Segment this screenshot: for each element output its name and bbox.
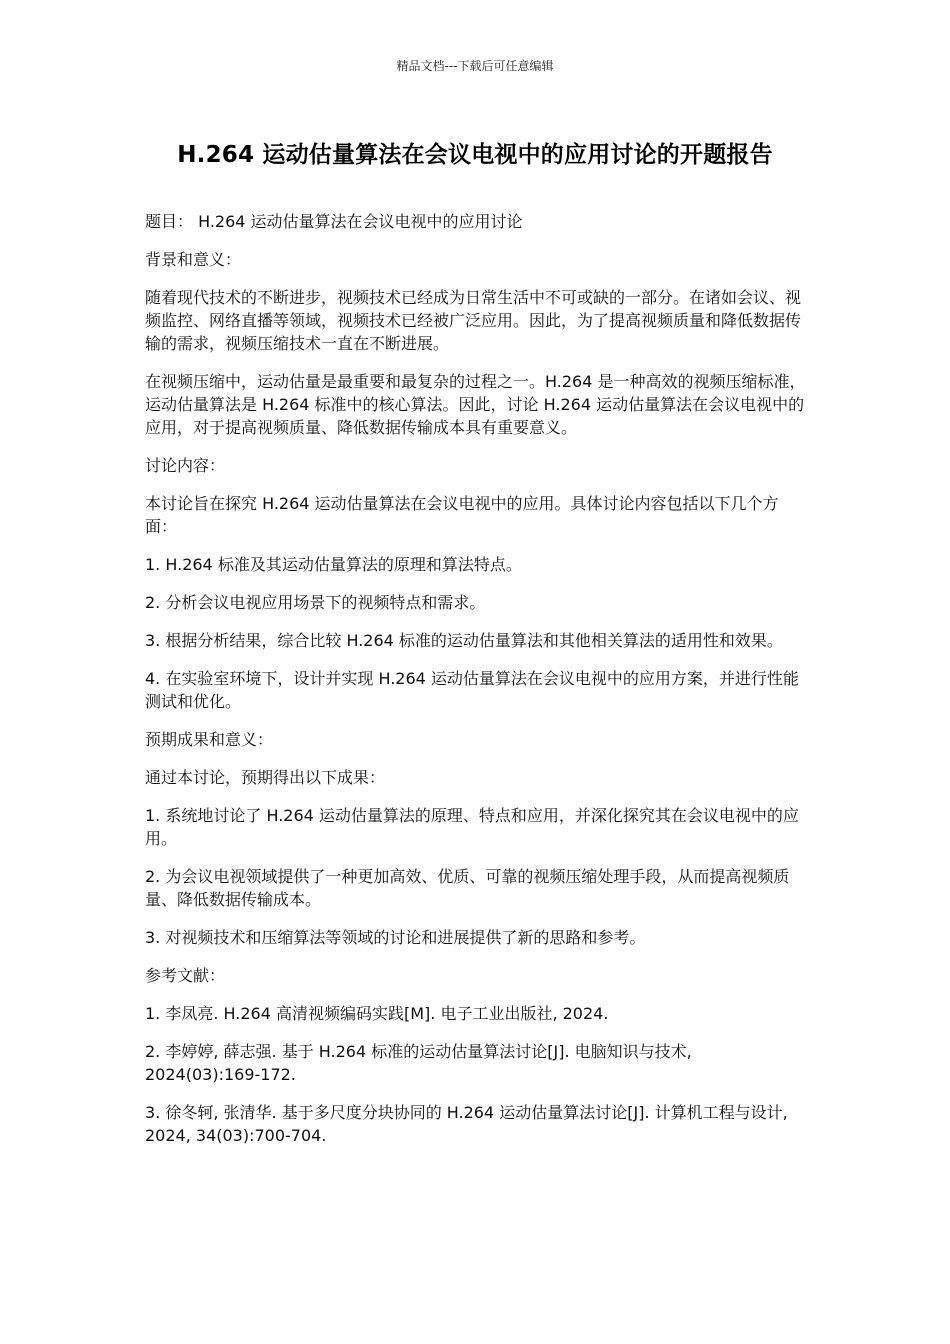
section-heading-content: 讨论内容： [145, 456, 226, 475]
outcome-item-1: 1. 系统地讨论了 H.264 运动估量算法的原理、特点和应用，并深化探究其在会议电视中的应用。 [145, 806, 799, 848]
reference-item-1: 1. 李凤亮. H.264 高清视频编码实践[M]. 电子工业出版社, 2024. [145, 1004, 609, 1023]
content-intro: 本讨论旨在探究 H.264 运动估量算法在会议电视中的应用。具体讨论内容包括以下几个方面： [145, 494, 779, 536]
background-paragraph-2: 在视频压缩中，运动估量是最重要和最复杂的过程之一。H.264 是一种高效的视频压缩标准，运动估量算法是 H.264 标准中的核心算法。因此，讨论 H.264 运动估量算法在会议电视中的应用，对于提高视频质量、降低数据传输成本具有重要意义。 [145, 372, 806, 437]
topic-line: 题目： H.264 运动估量算法在会议电视中的应用讨论 [145, 212, 523, 231]
outcomes-intro: 通过本讨论，预期得出以下成果： [145, 768, 386, 787]
outcome-item-3: 3. 对视频技术和压缩算法等领域的讨论和进展提供了新的思路和参考。 [145, 928, 646, 947]
header-note: 精品文档---下载后可任意编辑 [396, 59, 554, 73]
content-item-4: 4. 在实验室环境下，设计并实现 H.264 运动估量算法在会议电视中的应用方案，并进行性能测试和优化。 [145, 669, 799, 711]
document-body [145, 210, 809, 1162]
outcome-item-2: 2. 为会议电视领域提供了一种更加高效、优质、可靠的视频压缩处理手段，从而提高视频质量、降低数据传输成本。 [145, 867, 790, 909]
reference-item-3: 3. 徐冬轲, 张清华. 基于多尺度分块协同的 H.264 运动估量算法讨论[J]. 计算机工程与设计, 2024, 34(03):700-704. [145, 1103, 788, 1145]
document-title: H.264 运动估量算法在会议电视中的应用讨论的开题报告 [177, 142, 773, 168]
section-heading-references: 参考文献： [145, 966, 226, 985]
content-item-1: 1. H.264 标准及其运动估量算法的原理和算法特点。 [145, 555, 522, 574]
reference-item-2: 2. 李婷婷, 薛志强. 基于 H.264 标准的运动估量算法讨论[J]. 电脑知识与技术, 2024(03):169-172. [145, 1042, 692, 1084]
content-item-3: 3. 根据分析结果，综合比较 H.264 标准的运动估量算法和其他相关算法的适用性和效果。 [145, 631, 783, 650]
section-heading-background: 背景和意义： [145, 250, 242, 269]
content-item-2: 2. 分析会议电视应用场景下的视频特点和需求。 [145, 593, 486, 612]
background-paragraph-1: 随着现代技术的不断进步，视频技术已经成为日常生活中不可或缺的一部分。在诸如会议、视频监控、网络直播等领域，视频技术已经被广泛应用。因此，为了提高视频质量和降低数据传输的需求，视频压缩技术一直在不断进展。 [145, 288, 802, 353]
section-heading-outcomes: 预期成果和意义： [145, 730, 274, 749]
